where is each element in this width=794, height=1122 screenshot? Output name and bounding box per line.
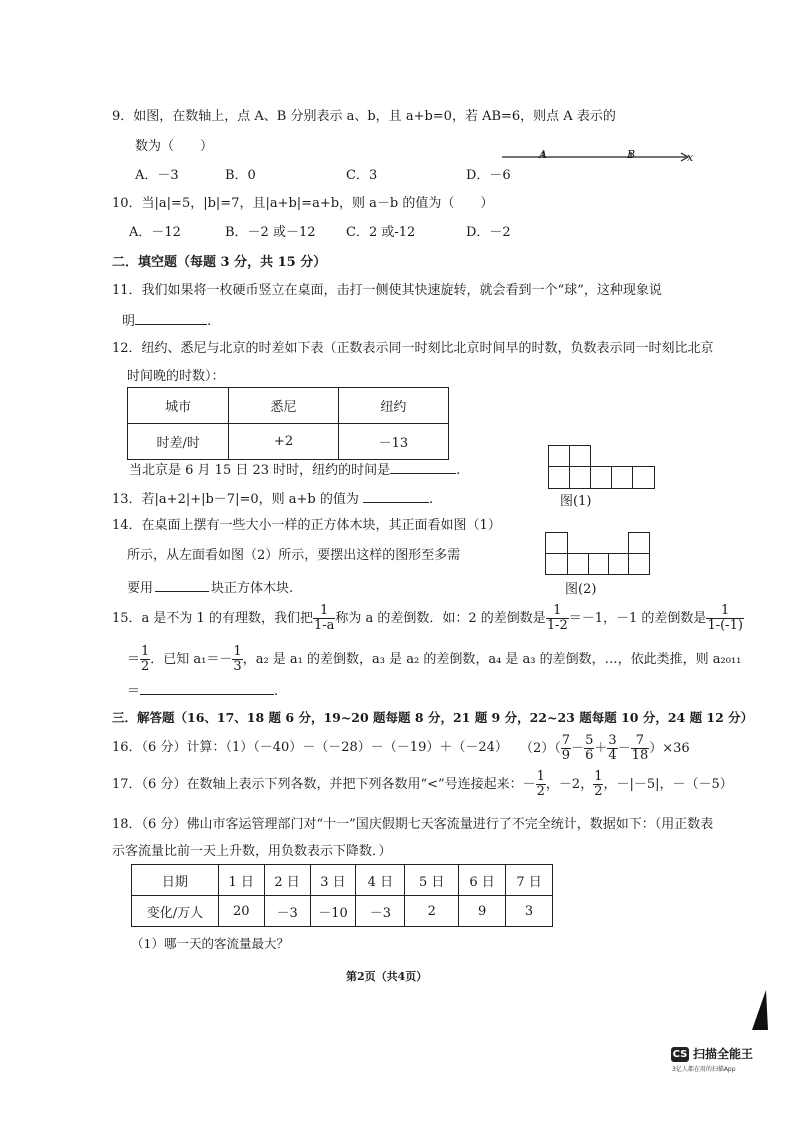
q18-header-day: 5 日 (405, 865, 459, 896)
q13-answer-blank[interactable] (363, 491, 429, 503)
fig2-cell (628, 532, 650, 554)
q12-header-city: 城市 (128, 388, 229, 424)
q18-header-day: 6 日 (459, 865, 506, 896)
axis-label-x: x (687, 151, 694, 164)
q12-question: 当北京是 6 月 15 日 23 时时，纽约的时间是 . (129, 463, 461, 478)
q18-subquestion-1: （1）哪一天的客流量最大？ (131, 936, 289, 951)
fig2-cell (567, 553, 589, 575)
q15-line2 (127, 645, 741, 675)
q18-value: 2 (405, 896, 459, 927)
q12-header-newyork: 纽约 (338, 388, 448, 424)
number-line-figure (500, 140, 700, 170)
q9-option-b: B．0 (225, 168, 256, 183)
q17-text-3: ，－|－5|，－（－5） (603, 777, 733, 793)
q9-stem: 9．如图，在数轴上，点 A、B 分别表示 a、b，且 a+b=0，若 AB=6，则点 A 表示的 (112, 109, 616, 124)
watermark-app-name: 扫描全能王 (693, 1047, 754, 1061)
q13-stem: 13．若|a+2|+|b－7|=0，则 a+b 的值为 . (112, 492, 434, 507)
q16-op2: ＋ (594, 741, 608, 757)
q12-stem: 12．纽约、悉尼与北京的时差如下表（正数表示同一时刻比北京时间早的时数，负数表示同一时刻比北京 (112, 341, 714, 356)
figure1-caption: 图(1) (560, 494, 592, 509)
q9-option-a: A．－3 (135, 168, 179, 183)
q18-value: －3 (356, 896, 405, 927)
q18-header-day: 7 日 (506, 865, 553, 896)
scan-edge-artifact (748, 990, 768, 1030)
fig1-cell (548, 445, 570, 467)
q12-stem-cont: 时间晚的时数）： (127, 369, 225, 384)
fig1-cell (569, 445, 591, 467)
q11-answer-blank[interactable] (135, 313, 207, 325)
q16-part2 (520, 734, 690, 764)
q12-row-label: 时差/时 (128, 424, 229, 460)
q18-header-day: 1 日 (218, 865, 264, 896)
fig1-cell (590, 466, 612, 489)
q12-question-text: 当北京是 6 月 15 日 23 时时，纽约的时间是 (129, 463, 391, 478)
q14-line2: 所示，从左面看如图（2）所示，要摆出这样的图形至多需 (127, 548, 461, 563)
q14-answer-blank[interactable] (155, 580, 209, 592)
q9-option-d: D．－6 (466, 168, 511, 183)
q18-header-date: 日期 (132, 865, 219, 896)
q16-fraction-c: $\frac{3}{4}$ (608, 733, 617, 764)
q17-fraction-half: $\frac{1}{2}$ (594, 769, 603, 800)
q15-text-6: ＝ (127, 684, 141, 699)
fig1-cell (569, 466, 591, 489)
camscanner-logo-icon: CS (672, 1049, 688, 1060)
section2-heading: 二．填空题（每题 3 分，共 15 分） (112, 255, 327, 270)
q12-header-sydney: 悉尼 (229, 388, 338, 424)
q17-line (112, 770, 733, 800)
q11-stem-cont: 明 . (122, 314, 212, 329)
q11-stem: 11．我们如果将一枚硬币竖立在桌面，击打一侧使其快速旋转，就会看到一个“球”，这种现象说 (112, 283, 662, 298)
q15-fraction-third: $\frac{1}{3}$ (233, 644, 242, 675)
q15-text-1: 15．a 是不为 1 的有理数，我们把 (112, 611, 313, 627)
q16-fraction-a: $\frac{7}{9}$ (561, 733, 571, 764)
q15-text-2: 称为 a 的差倒数．如：2 的差倒数是 (335, 611, 546, 627)
figure2-caption: 图(2) (565, 582, 597, 597)
q15-text-5: ，a₂ 是 a₁ 的差倒数，a₃ 是 a₂ 的差倒数，a₄ 是 a₃ 的差倒数，…，依此类推，则 a₂₀₁₁ (242, 652, 742, 668)
q18-header-day: 2 日 (264, 865, 310, 896)
q18-stem-cont: 示客流量比前一天上升数，用负数表示下降数．） (112, 844, 392, 859)
q15-line3: ＝ . (127, 684, 279, 699)
q12-answer-blank[interactable] (390, 462, 456, 474)
q18-value: －3 (264, 896, 310, 927)
q16-op1: － (571, 741, 585, 757)
q12-sydney-diff: +2 (229, 424, 338, 460)
q15-fraction-example1: $\frac{1}{1-2}$ (546, 603, 568, 634)
q18-value: 9 (459, 896, 506, 927)
q10-option-a: A．－12 (129, 225, 181, 240)
q17-fraction-neg-half: $\frac{1}{2}$ (536, 769, 545, 800)
fig2-cell (545, 532, 568, 554)
fig2-cell (628, 553, 650, 575)
q16-fraction-b: $\frac{5}{6}$ (585, 733, 594, 764)
q12-table (127, 387, 449, 460)
q13-stem-text: 13．若|a+2|+|b－7|=0，则 a+b 的值为 (112, 492, 359, 507)
q17-text-1: 17．（6 分）在数轴上表示下列各数，并把下列各数用“<”号连接起来：－ (112, 777, 536, 793)
q16-fraction-d: $\frac{7}{18}$ (631, 733, 649, 764)
q15-fraction-example2: $\frac{1}{1-(-1)}$ (707, 603, 743, 634)
q10-option-c: C．2 或-12 (346, 225, 416, 240)
q15-equals: ＝ (127, 652, 141, 668)
fig1-cell (548, 466, 570, 489)
q18-value: 20 (218, 896, 264, 927)
q9-stem-cont: 数为（ ） (135, 139, 214, 154)
q9-option-c: C．3 (346, 168, 378, 183)
q18-header-day: 4 日 (356, 865, 405, 896)
q16-part2-open: （2）（ (520, 741, 561, 757)
q14-line1: 14．在桌面上摆有一些大小一样的正方体木块，其正面看如图（1） (112, 518, 501, 533)
q15-answer-blank[interactable] (140, 683, 274, 695)
fig2-cell (545, 553, 568, 575)
q18-header-day: 3 日 (310, 865, 356, 896)
q17-text-2: ，－2， (545, 777, 594, 793)
axis-label-a: A (539, 148, 547, 161)
q15-text-4: ．已知 a₁＝－ (150, 652, 233, 668)
q12-newyork-diff: －13 (338, 424, 448, 460)
q16-part2-close: ）×36 (649, 741, 690, 757)
q16-op3: － (617, 741, 631, 757)
q14-line3-a: 要用 (127, 581, 154, 596)
q14-line3 (127, 580, 293, 595)
q10-option-b: B．－2 或－12 (225, 225, 316, 240)
q18-table (131, 864, 553, 927)
axis-label-b: B (627, 148, 636, 161)
page-number: 第2页（共4页） (346, 970, 428, 983)
q18-stem: 18．（6 分）佛山市客运管理部门对“十一”国庆假期七天客流量进行了不完全统计，数据如下：（用正数表 (112, 817, 714, 832)
q15-line1 (112, 604, 744, 634)
fig2-cell (608, 553, 629, 575)
watermark-slogan: 3亿人都在用的扫描App (672, 1066, 736, 1073)
q10-option-d: D．－2 (466, 225, 511, 240)
section3-heading: 三．解答题（16、17、18 题 6 分，19~20 题每题 8 分，21 题 9 分，22~23 题每题 10 分，24 题 12 分） (112, 710, 754, 725)
q15-fraction-half: $\frac{1}{2}$ (141, 644, 150, 675)
q16-part1: 16．（6 分）计算：（1）（－40）－（－28）－（－19）＋（－24） (112, 740, 508, 755)
q18-value: －10 (310, 896, 356, 927)
fig2-cell (588, 553, 609, 575)
q18-row-label: 变化/万人 (132, 896, 219, 927)
q15-fraction-def: $\frac{1}{1-a}$ (313, 603, 335, 634)
fig1-cell (632, 466, 655, 489)
q15-text-3: ＝－1，－1 的差倒数是 (568, 611, 707, 627)
q11-stem-cont-text: 明 (122, 314, 136, 329)
q18-value: 3 (506, 896, 553, 927)
q14-line3-b: 块正方体木块. (211, 581, 294, 596)
fig1-cell (611, 466, 633, 489)
q10-stem: 10．当|a|=5，|b|=7，且|a+b|=a+b，则 a－b 的值为（ ） (112, 196, 494, 211)
